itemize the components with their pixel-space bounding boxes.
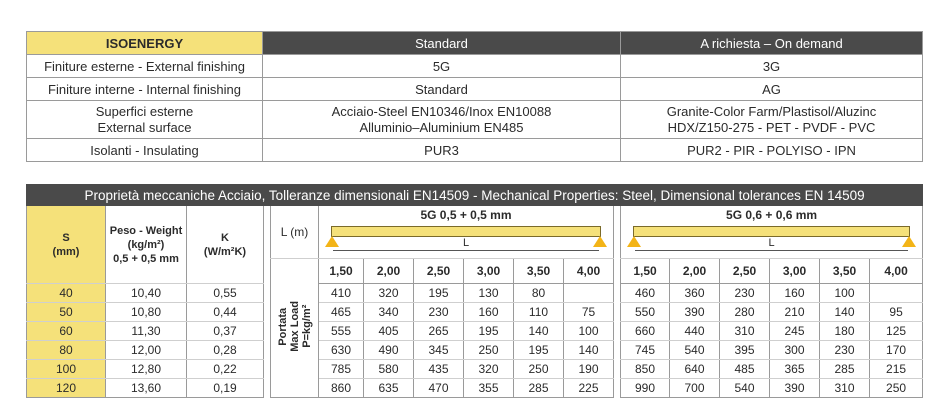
span-value: 3,00 xyxy=(464,259,514,284)
finishing-row xyxy=(27,139,923,162)
span-header-row xyxy=(27,206,923,259)
finishing-header-row xyxy=(27,32,923,55)
data-row xyxy=(27,341,923,360)
load-value: 365 xyxy=(770,360,820,379)
span-value: 2,00 xyxy=(364,259,414,284)
row-label-line: External surface xyxy=(97,119,192,135)
load-value: 180 xyxy=(820,322,870,341)
standard-value: PUR3 xyxy=(263,139,621,162)
load-value: 265 xyxy=(414,322,464,341)
k-value: 0,28 xyxy=(187,341,264,360)
on-demand-line: HDX/Z150-275 - PET - PVDF - PVC xyxy=(667,119,876,135)
thickness-value: 80 xyxy=(27,341,106,360)
k-header-line: K xyxy=(221,231,229,244)
row-label: Finiture interne - Internal finishing xyxy=(27,78,263,101)
standard-value: 5G xyxy=(263,55,621,78)
max-load-text xyxy=(277,301,313,352)
load-value: 580 xyxy=(364,360,414,379)
load-value: 250 xyxy=(514,360,564,379)
on-demand-line: Granite-Color Farm/Plastisol/Aluzinc xyxy=(666,103,877,119)
load-value: 210 xyxy=(770,303,820,322)
beam-diagram xyxy=(629,224,914,256)
span-value: 2,50 xyxy=(414,259,464,284)
load-value: 250 xyxy=(464,341,514,360)
load-value: 355 xyxy=(464,379,514,398)
span-dimension-line xyxy=(333,250,599,251)
thickness-value: 60 xyxy=(27,322,106,341)
standard-value xyxy=(263,101,621,139)
load-value: 635 xyxy=(364,379,414,398)
load-value: 630 xyxy=(319,341,364,360)
load-value: 160 xyxy=(770,284,820,303)
data-row xyxy=(27,284,923,303)
load-value: 460 xyxy=(621,284,670,303)
load-value xyxy=(564,284,614,303)
weight-value: 11,30 xyxy=(106,322,187,341)
load-value: 440 xyxy=(670,322,720,341)
load-value: 225 xyxy=(564,379,614,398)
span-label: L xyxy=(462,237,470,249)
load-value: 195 xyxy=(514,341,564,360)
load-value: 745 xyxy=(621,341,670,360)
weight-value: 10,40 xyxy=(106,284,187,303)
thickness-header-line: (mm) xyxy=(52,245,80,258)
on-demand-value: AG xyxy=(621,78,923,101)
span-value: 3,00 xyxy=(770,259,820,284)
load-value: 405 xyxy=(364,322,414,341)
table-title-row xyxy=(27,185,923,206)
standard-header: Standard xyxy=(263,32,621,55)
load-value: 160 xyxy=(464,303,514,322)
standard-line: Acciaio-Steel EN10346/Inox EN10088 xyxy=(331,103,552,119)
load-value: 395 xyxy=(720,341,770,360)
data-row xyxy=(27,379,923,398)
load-value: 230 xyxy=(720,284,770,303)
load-value: 140 xyxy=(514,322,564,341)
k-value: 0,19 xyxy=(187,379,264,398)
max-load-line: Max Load xyxy=(288,301,301,352)
load-value: 465 xyxy=(319,303,364,322)
load-value: 280 xyxy=(720,303,770,322)
span-value: 1,50 xyxy=(621,259,670,284)
on-demand-value xyxy=(621,101,923,139)
thickness-value: 40 xyxy=(27,284,106,303)
load-value: 555 xyxy=(319,322,364,341)
thickness-value: 100 xyxy=(27,360,106,379)
load-value: 320 xyxy=(364,284,414,303)
load-value: 95 xyxy=(870,303,923,322)
span-value: 2,50 xyxy=(720,259,770,284)
on-demand-header: A richiesta – On demand xyxy=(621,32,923,55)
load-value: 340 xyxy=(364,303,414,322)
standard-value: Standard xyxy=(263,78,621,101)
k-value: 0,37 xyxy=(187,322,264,341)
load-value: 850 xyxy=(621,360,670,379)
thickness-value: 120 xyxy=(27,379,106,398)
weight-header-line: 0,5 + 0,5 mm xyxy=(113,252,179,265)
on-demand-value: PUR2 - PIR - POLYISO - IPN xyxy=(621,139,923,162)
load-value: 360 xyxy=(670,284,720,303)
load-value: 285 xyxy=(514,379,564,398)
load-value: 345 xyxy=(414,341,464,360)
load-value: 990 xyxy=(621,379,670,398)
span-dimension-line xyxy=(635,250,908,251)
load-value: 140 xyxy=(820,303,870,322)
load-value: 470 xyxy=(414,379,464,398)
k-value: 0,44 xyxy=(187,303,264,322)
load-value: 410 xyxy=(319,284,364,303)
finishing-table xyxy=(26,31,923,162)
row-label xyxy=(27,101,263,139)
load-value: 140 xyxy=(564,341,614,360)
data-row xyxy=(27,322,923,341)
load-block-2-title: 5G 0,6 + 0,6 mm xyxy=(726,208,818,222)
k-value: 0,55 xyxy=(187,284,264,303)
load-value: 195 xyxy=(414,284,464,303)
weight-header-line: (kg/m²) xyxy=(127,238,165,251)
load-block-1-header xyxy=(319,206,614,259)
span-value: 3,50 xyxy=(820,259,870,284)
load-value: 540 xyxy=(720,379,770,398)
span-label: L xyxy=(768,237,775,249)
finishing-row xyxy=(27,78,923,101)
load-value: 250 xyxy=(870,379,923,398)
load-value: 100 xyxy=(820,284,870,303)
weight-header-line: Peso - Weight xyxy=(109,224,183,237)
isoenergy-header: ISOENERGY xyxy=(27,32,263,55)
row-label: Finiture esterne - External finishing xyxy=(27,55,263,78)
load-value: 230 xyxy=(414,303,464,322)
mechanical-properties-table xyxy=(26,184,923,398)
load-value: 785 xyxy=(319,360,364,379)
span-value: 3,50 xyxy=(514,259,564,284)
row-label: Isolanti - Insulating xyxy=(27,139,263,162)
span-value: 4,00 xyxy=(564,259,614,284)
load-value: 550 xyxy=(621,303,670,322)
span-length-header: L (m) xyxy=(271,206,319,259)
k-header xyxy=(187,206,264,284)
load-value: 435 xyxy=(414,360,464,379)
max-load-line: P=kg/m² xyxy=(300,304,313,349)
load-value: 245 xyxy=(770,322,820,341)
data-row xyxy=(27,303,923,322)
load-value: 195 xyxy=(464,322,514,341)
span-value: 1,50 xyxy=(319,259,364,284)
finishing-row xyxy=(27,55,923,78)
load-value: 130 xyxy=(464,284,514,303)
load-value: 75 xyxy=(564,303,614,322)
load-value: 490 xyxy=(364,341,414,360)
beam-bar xyxy=(633,226,910,237)
weight-header xyxy=(106,206,187,284)
finishing-row xyxy=(27,101,923,139)
load-value: 215 xyxy=(870,360,923,379)
row-label-line: Superfici esterne xyxy=(95,103,194,119)
load-value: 320 xyxy=(464,360,514,379)
standard-line: Alluminio–Aluminium EN485 xyxy=(359,119,524,135)
load-value: 80 xyxy=(514,284,564,303)
max-load-label xyxy=(271,259,319,398)
column-gap xyxy=(614,206,621,398)
load-value: 110 xyxy=(514,303,564,322)
weight-value: 10,80 xyxy=(106,303,187,322)
weight-value: 12,80 xyxy=(106,360,187,379)
load-value: 390 xyxy=(770,379,820,398)
load-value xyxy=(870,284,923,303)
on-demand-value: 3G xyxy=(621,55,923,78)
max-load-line: Portata xyxy=(276,307,289,346)
column-gap xyxy=(264,206,271,398)
table-title: Proprietà meccaniche Acciaio, Tolleranze dimensionali EN14509 - Mechanical Properties: Steel, Dimensional tolerances EN 14509 xyxy=(27,185,923,206)
thickness-value: 50 xyxy=(27,303,106,322)
span-value: 4,00 xyxy=(870,259,923,284)
k-header-line: (W/m²K) xyxy=(203,245,247,258)
weight-value: 13,60 xyxy=(106,379,187,398)
weight-value: 12,00 xyxy=(106,341,187,360)
load-value: 285 xyxy=(820,360,870,379)
load-value: 660 xyxy=(621,322,670,341)
load-value: 390 xyxy=(670,303,720,322)
data-row xyxy=(27,360,923,379)
load-value: 860 xyxy=(319,379,364,398)
load-value: 170 xyxy=(870,341,923,360)
load-value: 230 xyxy=(820,341,870,360)
k-value: 0,22 xyxy=(187,360,264,379)
load-value: 310 xyxy=(720,322,770,341)
load-value: 300 xyxy=(770,341,820,360)
load-value: 190 xyxy=(564,360,614,379)
beam-diagram xyxy=(327,224,605,256)
thickness-header-line: S xyxy=(62,231,70,244)
load-value: 100 xyxy=(564,322,614,341)
load-value: 640 xyxy=(670,360,720,379)
beam-bar xyxy=(331,226,601,237)
load-value: 310 xyxy=(820,379,870,398)
load-block-1-title: 5G 0,5 + 0,5 mm xyxy=(420,208,512,222)
span-value: 2,00 xyxy=(670,259,720,284)
load-value: 700 xyxy=(670,379,720,398)
thickness-header xyxy=(27,206,106,284)
load-value: 540 xyxy=(670,341,720,360)
load-value: 485 xyxy=(720,360,770,379)
load-value: 125 xyxy=(870,322,923,341)
load-block-2-header xyxy=(621,206,923,259)
